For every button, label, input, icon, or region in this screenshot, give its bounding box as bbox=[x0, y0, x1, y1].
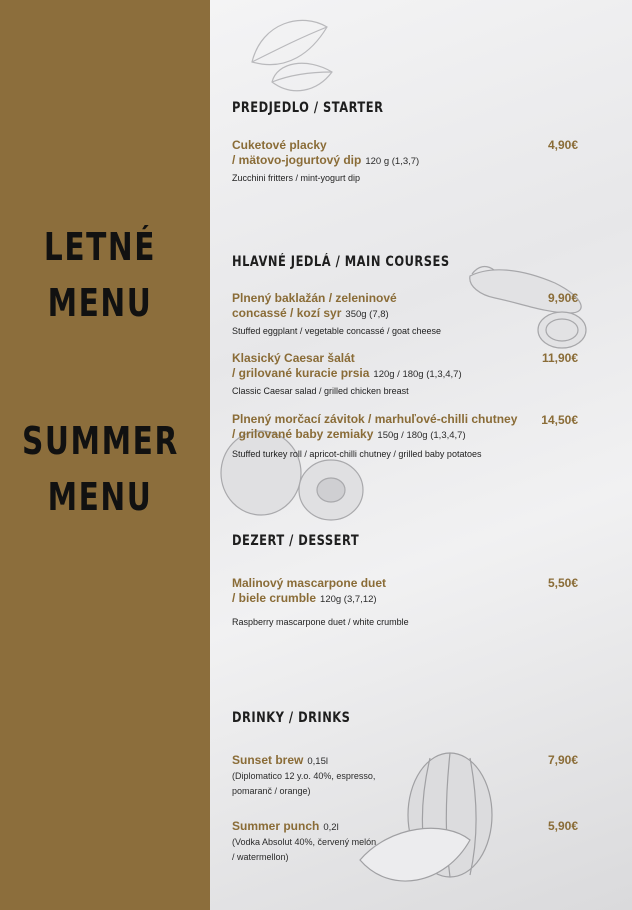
item-volume: 0,2l bbox=[323, 822, 339, 833]
item-name-line-2: / biele crumble 120g (3,7,12) bbox=[232, 591, 377, 605]
section-title-main: HLAVNÉ JEDLÁ / MAIN COURSES bbox=[232, 254, 450, 270]
item-description: Classic Caesar salad / grilled chicken breast bbox=[232, 386, 409, 396]
item-name-line-1: Klasický Caesar šalát bbox=[232, 351, 355, 365]
item-name-line-1: Malinový mascarpone duet bbox=[232, 576, 387, 590]
item-description: Stuffed turkey roll / apricot-chilli chutney / grilled baby potatoes bbox=[232, 449, 482, 459]
item-weight-allergens: 350g (7,8) bbox=[345, 309, 389, 320]
item-name-line-2: concassé / kozí syr 350g (7,8) bbox=[232, 306, 389, 320]
item-volume: 0,15l bbox=[307, 756, 328, 767]
item-ingredients-line-1: (Vodka Absolut 40%, červený melón bbox=[232, 837, 377, 847]
menu-item bbox=[232, 351, 592, 398]
item-name-line-2: / grilované kuracie prsia 120g / 180g (1,3,4,7) bbox=[232, 366, 462, 380]
item-weight-allergens: 120g (3,7,12) bbox=[320, 594, 377, 605]
item-weight-allergens: 120g / 180g (1,3,4,7) bbox=[373, 369, 462, 380]
menu-content bbox=[210, 0, 632, 910]
section-title-dessert: DEZERT / DESSERT bbox=[232, 533, 360, 549]
item-name-line-1: Cuketové placky bbox=[232, 138, 327, 152]
basil-leaves-icon bbox=[232, 2, 352, 102]
title-sk-line-1: LETNÉ bbox=[43, 225, 157, 269]
item-ingredients-line-2: / watermellon) bbox=[232, 852, 289, 862]
item-ingredients-line-2: pomaranč / orange) bbox=[232, 786, 311, 796]
item-name-line-1: Plnený morčací závitok / marhuľové-chilli chutney bbox=[232, 412, 518, 426]
menu-item bbox=[232, 753, 592, 799]
item-price: 5,50€ bbox=[547, 576, 578, 590]
item-price: 4,90€ bbox=[547, 138, 578, 152]
item-name: Summer punch 0,2l bbox=[232, 819, 339, 833]
item-price: 9,90€ bbox=[547, 291, 578, 305]
menu-item bbox=[232, 819, 592, 865]
item-weight-allergens: 150g / 180g (1,3,4,7) bbox=[377, 430, 466, 441]
section-title-starter: PREDJEDLO / STARTER bbox=[232, 100, 384, 116]
menu-item bbox=[232, 291, 592, 338]
item-weight-allergens: 120 g (1,3,7) bbox=[365, 156, 420, 167]
item-price: 11,90€ bbox=[541, 351, 578, 365]
item-description: Stuffed eggplant / vegetable concassé / goat cheese bbox=[232, 326, 441, 336]
item-price: 5,90€ bbox=[547, 819, 578, 833]
item-price: 14,50€ bbox=[541, 413, 578, 427]
item-name-line-2: / mätovo-jogurtový dip 120 g (1,3,7) bbox=[232, 153, 420, 167]
item-name-line-2: / grilované baby zemiaky 150g / 180g (1,3,4,7) bbox=[232, 427, 466, 441]
item-description: Zucchini fritters / mint-yogurt dip bbox=[232, 173, 361, 183]
section-title-drinks: DRINKY / DRINKS bbox=[232, 710, 351, 726]
menu-item bbox=[232, 138, 592, 185]
item-name-line-1: Plnený baklažán / zeleninové bbox=[232, 291, 397, 305]
item-price: 7,90€ bbox=[547, 753, 578, 767]
item-description: Raspberry mascarpone duet / white crumble bbox=[232, 617, 409, 627]
title-en-line-2: MENU bbox=[47, 475, 153, 519]
item-name: Sunset brew 0,15l bbox=[232, 753, 328, 767]
title-en-line-1: SUMMER bbox=[22, 419, 179, 463]
item-ingredients-line-1: (Diplomatico 12 y.o. 40%, espresso, bbox=[232, 771, 376, 781]
menu-item bbox=[232, 576, 592, 629]
menu-item bbox=[232, 412, 592, 461]
title-sk-line-2: MENU bbox=[47, 281, 153, 325]
sidebar-panel bbox=[0, 0, 210, 910]
